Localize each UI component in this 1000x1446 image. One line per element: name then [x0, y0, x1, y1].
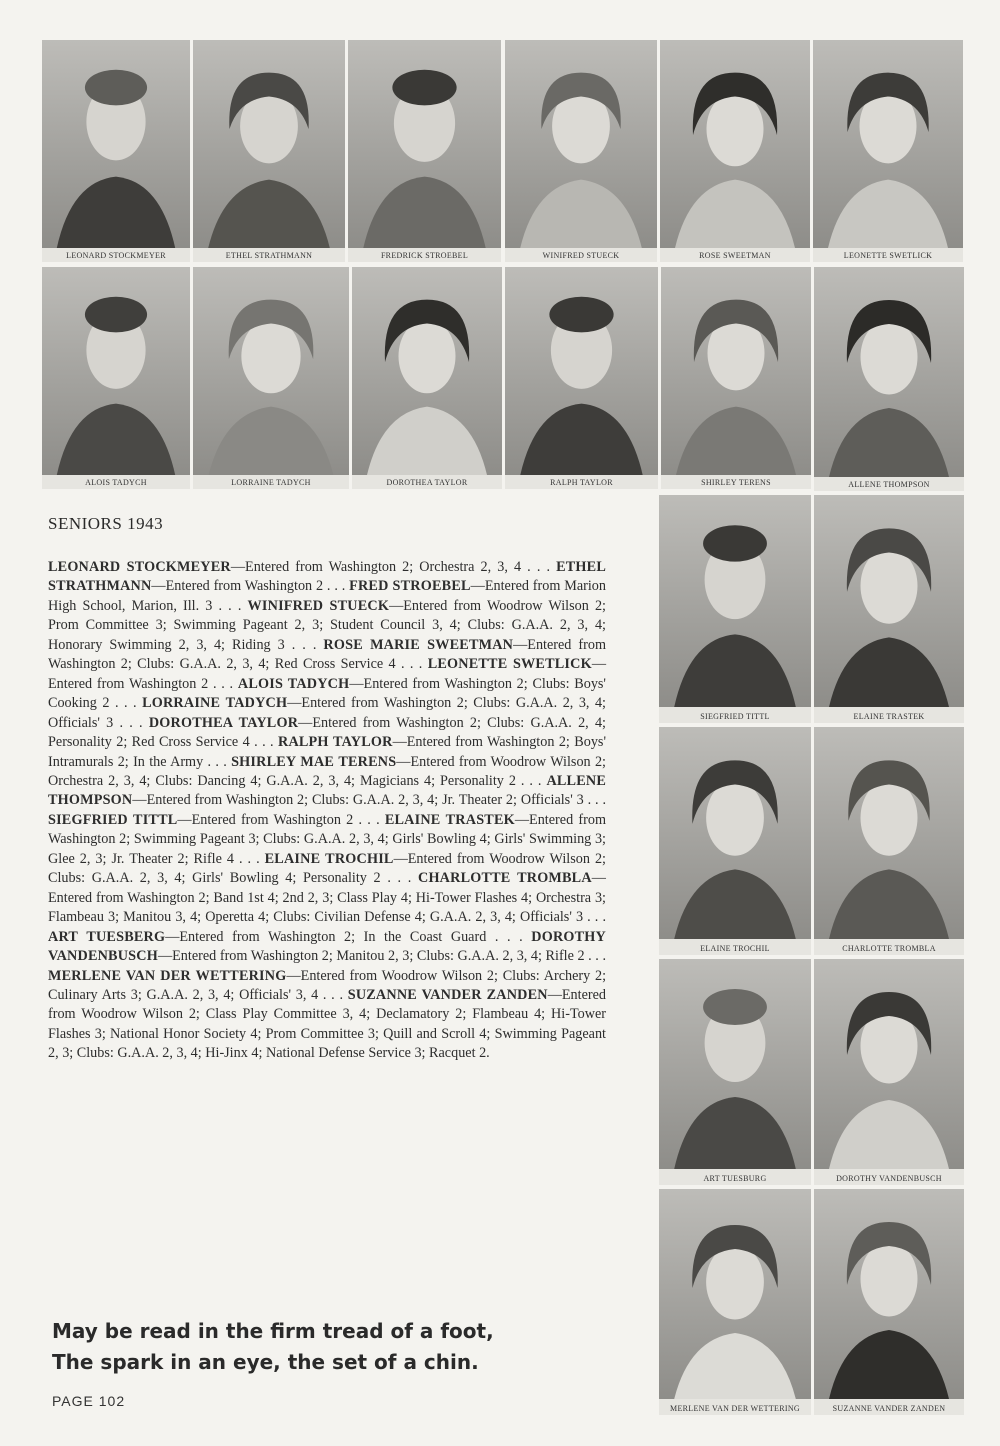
verse-line: May be read in the firm tread of a foot,	[52, 1319, 494, 1343]
portrait-photo	[193, 40, 345, 248]
verse-quote	[52, 1316, 494, 1378]
portrait-leonard-stockmeyer	[42, 40, 190, 262]
verse-line: The spark in an eye, the set of a chin.	[52, 1350, 479, 1374]
portrait-photo	[505, 267, 658, 475]
bio-name: WINIFRED STUECK	[247, 597, 390, 614]
portrait-caption: DOROTHEA TAYLOR	[386, 478, 468, 487]
bio-text: —Entered from Washington 2; Manitou 2, 3; Clubs: G.A.A. 2, 3, 4; Rifle 2 . . .	[157, 948, 606, 965]
portrait-caption: SUZANNE VANDER ZANDEN	[832, 1404, 946, 1413]
bio-text: —Entered from Woodrow Wilson 2; Clubs: Archery 2; Culinary Arts 3; G.A.A. 2, 3, 4; Officials' 3, 4 . . .	[48, 967, 607, 1003]
portrait-lorraine-tadych	[193, 267, 349, 489]
bio-text: —Entered from Washington 2 . . .	[177, 811, 385, 828]
portrait-caption: LEONETTE SWETLICK	[843, 251, 933, 260]
bio-text: —Entered from Woodrow Wilson 2; Class Play Committee 3, 4; Declamatory 2; Flambeau 4; Hi-Tower Flashes 3; National Honor Society 4; Prom Committee 3; Quill and Scroll 4; Swimming Pageant 2, 3; Clubs: G.A.A. 2, 3, 4; Hi-Jinx 4; National Defense Service 3; Racquet 2.	[48, 986, 607, 1062]
bio-name: ROSE MARIE SWEETMAN	[323, 636, 514, 653]
bio-name: LEONARD STOCKMEYER	[48, 559, 231, 575]
portrait-caption: CHARLOTTE TROMBLA	[842, 944, 936, 953]
portrait-caption: FREDRICK STROEBEL	[380, 251, 469, 260]
bio-text: —Entered from Washington 2; In the Coast Guard . . .	[165, 928, 532, 945]
portrait-art-tuesburg	[659, 959, 811, 1185]
portrait-caption: LEONARD STOCKMEYER	[66, 251, 166, 260]
bio-text: —Entered from Washington 2; Swimming Pageant 3; Clubs: G.A.A. 2, 3, 4; Girls' Bowling 4; Girls' Swimming 3; Glee 2, 3; Jr. Theater 2; Rifle 4 . . .	[48, 811, 606, 867]
portrait-photo	[659, 495, 811, 707]
senior-biographies	[48, 558, 606, 1064]
portrait-photo	[659, 727, 811, 939]
bio-name: RALPH TAYLOR	[278, 734, 393, 751]
portrait-photo	[193, 267, 349, 475]
portrait-photo	[659, 959, 811, 1169]
portrait-photo	[348, 40, 501, 248]
portrait-caption: WINIFRED STUECK	[542, 251, 620, 260]
portrait-winifred-stueck	[505, 40, 657, 262]
portrait-caption: ROSE SWEETMAN	[699, 251, 771, 260]
bio-text: —Entered from Washington 2 . . .	[151, 578, 350, 595]
portrait-caption: LORRAINE TADYCH	[231, 478, 311, 487]
bio-text: —Entered from Washington 2; Clubs: Boys' Cooking 2 . . .	[48, 675, 606, 712]
portrait-caption: ALOIS TADYCH	[85, 478, 147, 487]
portrait-elaine-trochil	[659, 727, 811, 955]
portrait-charlotte-trombla	[814, 727, 964, 955]
bio-text: —Entered from Woodrow Wilson 2; Prom Committee 3; Swimming Pageant 2, 3; Student Council 3, 4; Clubs: G.A.A. 2, 3, 4; Honorary Swimming 2, 3, 4; Riding 3 . . .	[48, 597, 606, 653]
portrait-photo	[814, 727, 964, 939]
portrait-photo	[352, 267, 502, 475]
bio-name: MERLENE VAN DER WETTERING	[48, 967, 287, 984]
bio-text: —Entered from Washington 2; Band 1st 4; 2nd 2, 3; Class Play 4; Hi-Tower Flashes 4; Orchestra 3; Flambeau 3; Manitou 3, 4; Operetta 4; Clubs: Civilian Defense 4; G.A.A. 2, 3, 4; Officials' 3 . . .	[48, 870, 606, 926]
portrait-caption: ELAINE TROCHIL	[700, 944, 770, 953]
portrait-caption: RALPH TAYLOR	[550, 478, 613, 487]
portrait-caption: SIEGFRIED TITTL	[700, 712, 770, 721]
bio-text: —Entered from Washington 2; Clubs: G.A.A. 2, 3, 4; Officials' 3 . . .	[48, 695, 606, 731]
bio-text: —Entered from Woodrow Wilson 2; Clubs: G.A.A. 2, 3, 4; Girls' Bowling 4; Personality 2 . . .	[48, 850, 606, 887]
portrait-dorothy-vandenbusch	[814, 959, 964, 1185]
portrait-ralph-taylor	[505, 267, 658, 489]
portrait-photo	[661, 267, 811, 475]
bio-name: LEONETTE SWETLICK	[427, 656, 592, 673]
portrait-fredrick-stroebel	[348, 40, 501, 262]
bio-name: CHARLOTTE TROMBLA	[418, 870, 592, 887]
portrait-suzanne-vander-zanden	[814, 1189, 964, 1415]
portrait-caption: ART TUESBURG	[703, 1174, 767, 1183]
portrait-caption: DOROTHY VANDENBUSCH	[836, 1174, 942, 1183]
bio-text: —Entered from Washington 2; Clubs: G.A.A. 2, 4; Personality 2; Red Cross Service 4 . . .	[48, 714, 606, 751]
portrait-photo	[814, 267, 964, 477]
bio-text: —Entered from Washington 2; Boys' Intramurals 2; In the Army . . .	[48, 734, 607, 770]
portrait-merlene-van-der-wettering	[659, 1189, 811, 1415]
bio-name: ALOIS TADYCH	[237, 675, 350, 692]
bio-text: —Entered from Woodrow Wilson 2; Orchestra 2, 3, 4; Clubs: Dancing 4; G.A.A. 2, 3, 4; Magicians 4; Personality 2 . . .	[48, 753, 606, 789]
bio-name: DOROTHY VANDENBUSCH	[48, 928, 606, 965]
bio-name: SHIRLEY MAE TERENS	[231, 753, 397, 770]
portrait-photo	[814, 1189, 964, 1399]
portrait-photo	[660, 40, 810, 248]
bio-name: SIEGFRIED TITTL	[48, 811, 178, 828]
portrait-caption: ALLENE THOMPSON	[848, 480, 930, 489]
bio-text: —Entered from Marion High School, Marion, Ill. 3 . . .	[48, 578, 606, 614]
bio-name: SUZANNE VANDER ZANDEN	[347, 986, 548, 1003]
portrait-dorothea-taylor	[352, 267, 502, 489]
bio-text: —Entered from Washington 2; Orchestra 2, 3, 4 . . .	[230, 559, 557, 575]
portrait-ethel-strathmann	[193, 40, 345, 262]
bio-name: FRED STROEBEL	[349, 578, 471, 595]
portrait-rose-sweetman	[660, 40, 810, 262]
bio-name: ART TUESBERG	[48, 928, 166, 945]
bio-text: —Entered from Washington 2 . . .	[48, 656, 606, 692]
section-title: SENIORS 1943	[48, 514, 164, 533]
portrait-photo	[659, 1189, 811, 1399]
portrait-caption: SHIRLEY TERENS	[701, 478, 771, 487]
portrait-photo	[42, 267, 190, 475]
portrait-allene-thompson	[814, 267, 964, 491]
bio-name: ETHEL STRATHMANN	[48, 559, 606, 595]
bio-name: LORRAINE TADYCH	[142, 695, 288, 712]
portrait-caption: MERLENE VAN DER WETTERING	[670, 1404, 800, 1413]
portrait-photo	[813, 40, 963, 248]
bio-text: —Entered from Washington 2; Clubs: G.A.A. 2, 3, 4; Jr. Theater 2; Officials' 3 . . .	[132, 792, 606, 809]
portrait-caption: ETHEL STRATHMANN	[225, 251, 313, 260]
portrait-shirley-terens	[661, 267, 811, 489]
portrait-photo	[505, 40, 657, 248]
bio-text: —Entered from Washington 2; Clubs: G.A.A. 2, 3, 4; Red Cross Service 4 . . .	[48, 636, 606, 673]
bio-name: DOROTHEA TAYLOR	[148, 714, 299, 731]
portrait-caption: ELAINE TRASTEK	[853, 712, 925, 721]
page-number: PAGE 102	[52, 1393, 126, 1409]
portrait-siegfried-tittl	[659, 495, 811, 723]
bio-name: ALLENE THOMPSON	[48, 772, 606, 809]
portrait-photo	[814, 495, 964, 707]
portrait-alois-tadych	[42, 267, 190, 489]
portrait-photo	[42, 40, 190, 248]
portrait-leonette-swetlick	[813, 40, 963, 262]
bio-name: ELAINE TROCHIL	[264, 850, 394, 867]
portrait-photo	[814, 959, 964, 1169]
bio-name: ELAINE TRASTEK	[384, 811, 515, 828]
portrait-elaine-trastek	[814, 495, 964, 723]
